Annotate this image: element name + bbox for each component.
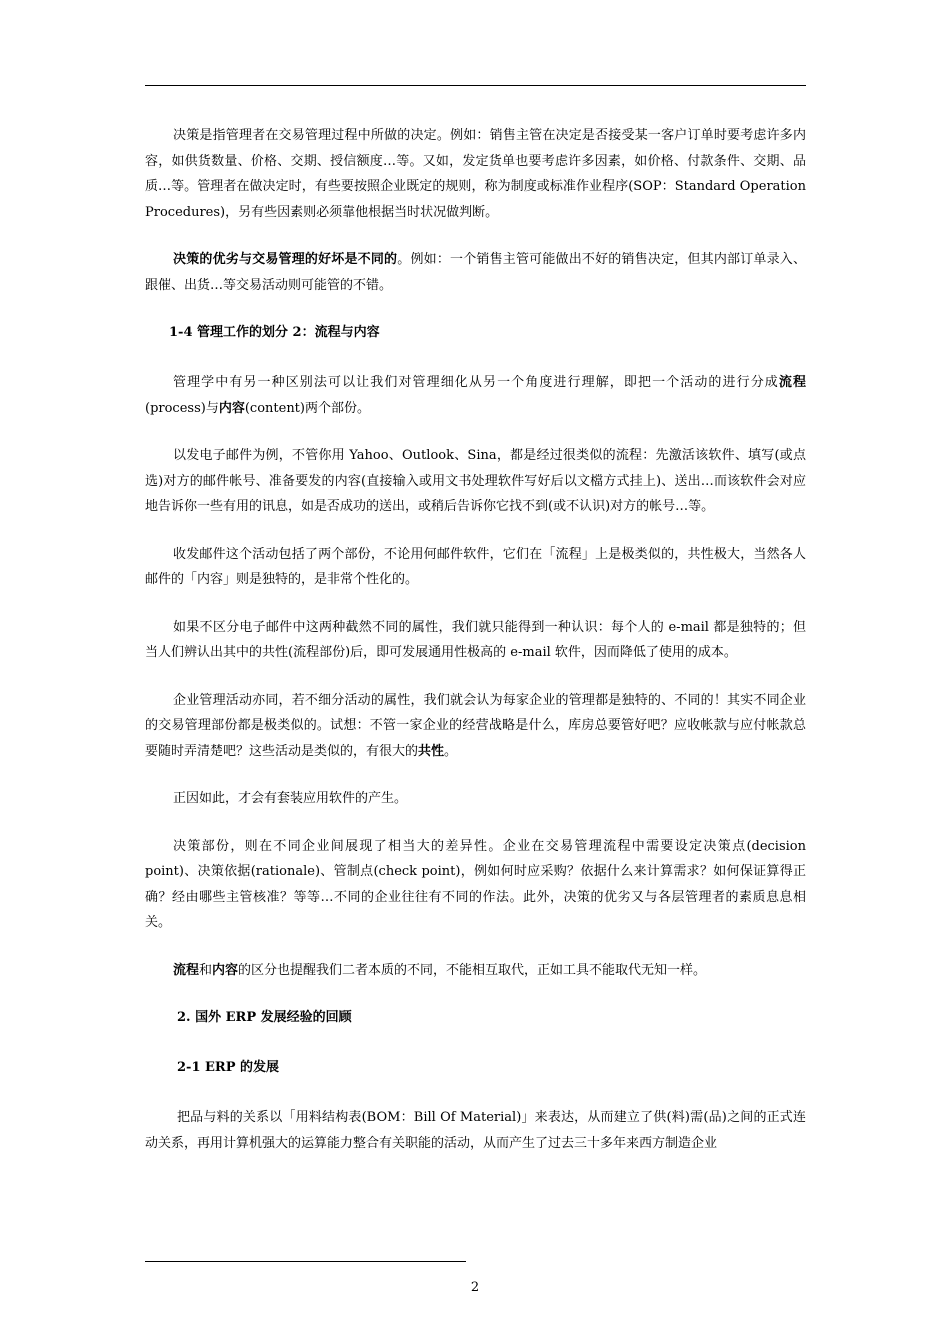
paragraph-text: 和 <box>199 962 213 978</box>
section-heading-2-1: 2-1 ERP 的发展 <box>177 1060 280 1075</box>
emphasis-text: 共性 <box>418 743 445 759</box>
paragraph-email-example: 以发电子邮件为例，不管你用 Yahoo、Outlook、Sina，都是经过很类似的流程：先激活该软件、填写(或点选)对方的邮件帐号、准备要发的内容(直接输入或用文书处理软件写好后以文檔方式挂上)、送出…而该软件会对应地告诉你一些有用的讯息，如是否成功的送出，或稍后告诉你它找不到(或不认识)对方的帐号…等。 <box>145 448 806 514</box>
header-rule <box>145 85 806 86</box>
section-heading-1-4: 1-4 管理工作的划分 2：流程与内容 <box>169 325 380 340</box>
paragraph-email-attributes: 如果不区分电子邮件中这两种截然不同的属性，我们就只能得到一种认识：每个人的 e-mail 都是独特的；但当人们辨认出其中的共性(流程部份)后，即可发展通用性极高的 e-mail 软件，因而降低了使用的成本。 <box>145 619 806 660</box>
emphasis-text: 流程 <box>778 375 806 390</box>
page-number: 2 <box>470 1280 480 1295</box>
paragraph-process-vs-content <box>145 958 806 984</box>
emphasis-text: 内容 <box>218 400 245 416</box>
paragraph-enterprise-management <box>145 688 806 765</box>
paragraph-email-parts: 收发邮件这个活动包括了两个部份，不论用何邮件软件，它们在「流程」上是极类似的，共性极大，当然各人邮件的「内容」则是独特的，是非常个性化的。 <box>145 546 806 587</box>
emphasis-text: 决策的优劣与交易管理的好坏是不同的 <box>173 252 398 267</box>
footer-rule <box>145 1261 466 1262</box>
paragraph-decision-vs-transaction <box>145 247 806 298</box>
paragraph-text: (process)与 <box>145 400 219 416</box>
paragraph-text: (content)两个部份。 <box>244 400 370 416</box>
emphasis-text: 流程 <box>173 962 200 978</box>
document-body <box>145 123 806 1178</box>
section-heading-2: 2. 国外 ERP 发展经验的回顾 <box>177 1010 352 1025</box>
paragraph-packaged-software: 正因如此，才会有套装应用软件的产生。 <box>173 791 408 806</box>
paragraph-text: 管理学中有另一种区别法可以让我们对管理细化从另一个角度进行理解，即把一个活动的进行分成 <box>173 375 779 390</box>
paragraph-text: 企业管理活动亦同，若不细分活动的属性，我们就会认为每家企业的管理都是独特的、不同的！其实不同企业的交易管理部份都是极类似的。试想：不管一家企业的经营战略是什么，库房总要管好吧？应收帐款与应付帐款总要随时弄清楚吧？这些活动是类似的，有很大的 <box>145 692 806 759</box>
paragraph-text: 。例如：一个销售主管可能做出不好的销售决定，但其内部订单录入、跟催、出货…等交易活动则可能管的不错。 <box>145 252 806 293</box>
paragraph-text: 的区分也提醒我们二者本质的不同，不能相互取代，正如工具不能取代无知一样。 <box>238 962 707 978</box>
emphasis-text: 内容 <box>212 962 239 978</box>
paragraph-erp-development: 把品与料的关系以「用料结构表(BOM：Bill Of Material)」来表达，从而建立了供(料)需(品)之间的正式连动关系，再用计算机强大的运算能力整合有关职能的活动，从而产生了过去三十多年来西方制造企业 <box>145 1110 806 1151</box>
paragraph-decision-definition: 决策是指管理者在交易管理过程中所做的决定。例如：销售主管在决定是否接受某一客户订单时要考虑许多内容，如供货数量、价格、交期、授信额度…等。又如，发定货单也要考虑许多因素，如价格、付款条件、交期、品质…等。管理者在做决定时，有些要按照企业既定的规则，称为制度或标准作业程序(SOP：Standard Operation Procedures)，另有些因素则必须靠他根据当时状况做判断。 <box>145 128 806 220</box>
paragraph-process-content <box>145 370 806 421</box>
paragraph-decision-differences: 决策部份，则在不同企业间展现了相当大的差异性。企业在交易管理流程中需要设定决策点(decision point)、决策依据(rationale)、管制点(check point)，例如何时应采购？依据什么来计算需求？如何保证算得正确？经由哪些主管核准？等等…不同的企业往往有不同的作法。此外，决策的优劣又与各层管理者的素质息息相关。 <box>145 838 806 930</box>
paragraph-text: 。 <box>444 743 458 759</box>
